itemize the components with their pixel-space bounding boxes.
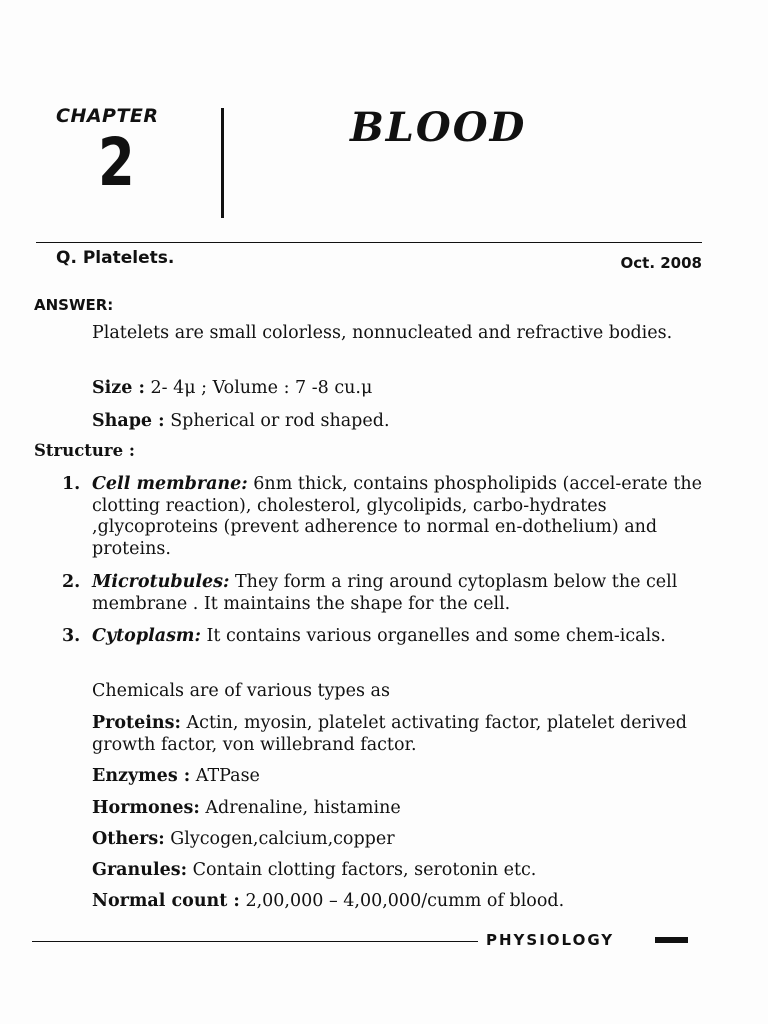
structure-item (62, 572, 704, 615)
normal-count-value: 2,00,000 – 4,00,000/cumm of blood. (239, 891, 565, 911)
item-term: Microtubules: (92, 572, 230, 592)
granules-value: Contain clotting factors, serotonin etc. (187, 860, 537, 880)
enzymes-line (92, 765, 704, 787)
structure-item (62, 626, 704, 648)
item-number: 3. (62, 626, 81, 646)
others-value: Glycogen,calcium,copper (164, 829, 395, 849)
hormones-label: Hormones: (92, 798, 200, 818)
item-body (92, 626, 704, 648)
shape-line (92, 410, 704, 432)
chemicals-intro: Chemicals are of various types as (92, 681, 390, 701)
item-text: It contains various organelles and some chem-icals. (200, 626, 666, 646)
proteins-line (92, 712, 704, 756)
answer-label: ANSWER: (34, 296, 114, 314)
chapter-number: 2 (98, 124, 135, 201)
item-text: 6nm thick, contains phospholipids (accel-erate the clotting reaction), cholesterol, glycolipids, carbo-hydrates ,glycoproteins (prevent adherence to normal en-dothelium) and proteins. (92, 474, 703, 559)
hormones-line (92, 797, 704, 819)
top-rule (36, 242, 702, 243)
size-value: 2- 4μ ; Volume : 7 -8 cu.μ (144, 378, 373, 398)
item-body (92, 474, 704, 560)
question-date: Oct. 2008 (620, 254, 702, 272)
others-label: Others: (92, 829, 165, 849)
proteins-label: Proteins: (92, 713, 181, 733)
proteins-value: Actin, myosin, platelet activating factor, platelet derived growth factor, von willebrand factor. (92, 713, 687, 755)
size-line (92, 377, 704, 399)
item-number: 2. (62, 572, 81, 592)
chapter-title: BLOOD (350, 104, 527, 151)
size-label: Size : (92, 378, 145, 398)
chapter-label: CHAPTER (56, 105, 159, 127)
footer-label: PHYSIOLOGY (486, 931, 615, 949)
item-term: Cell membrane: (92, 474, 248, 494)
structure-label: Structure : (34, 441, 135, 460)
answer-intro: Platelets are small colorless, nonnucleated and refractive bodies. (92, 323, 673, 343)
footer-bar (655, 937, 688, 943)
hormones-value: Adrenaline, histamine (199, 798, 401, 818)
shape-label: Shape : (92, 411, 165, 431)
normal-count-line (92, 890, 704, 912)
item-number: 1. (62, 474, 81, 494)
shape-value: Spherical or rod shaped. (164, 411, 390, 431)
granules-line (92, 859, 704, 881)
bottom-rule (32, 941, 478, 942)
enzymes-label: Enzymes : (92, 766, 191, 786)
item-body (92, 572, 704, 615)
enzymes-value: ATPase (190, 766, 260, 786)
granules-label: Granules: (92, 860, 188, 880)
normal-count-label: Normal count : (92, 891, 240, 911)
question-title: Q. Platelets. (56, 248, 175, 268)
item-text: They form a ring around cytoplasm below the cell membrane . It maintains the shape for the cell. (92, 572, 678, 614)
item-term: Cytoplasm: (92, 626, 201, 646)
structure-item (62, 474, 704, 560)
others-line (92, 828, 704, 850)
header-divider (221, 108, 224, 218)
